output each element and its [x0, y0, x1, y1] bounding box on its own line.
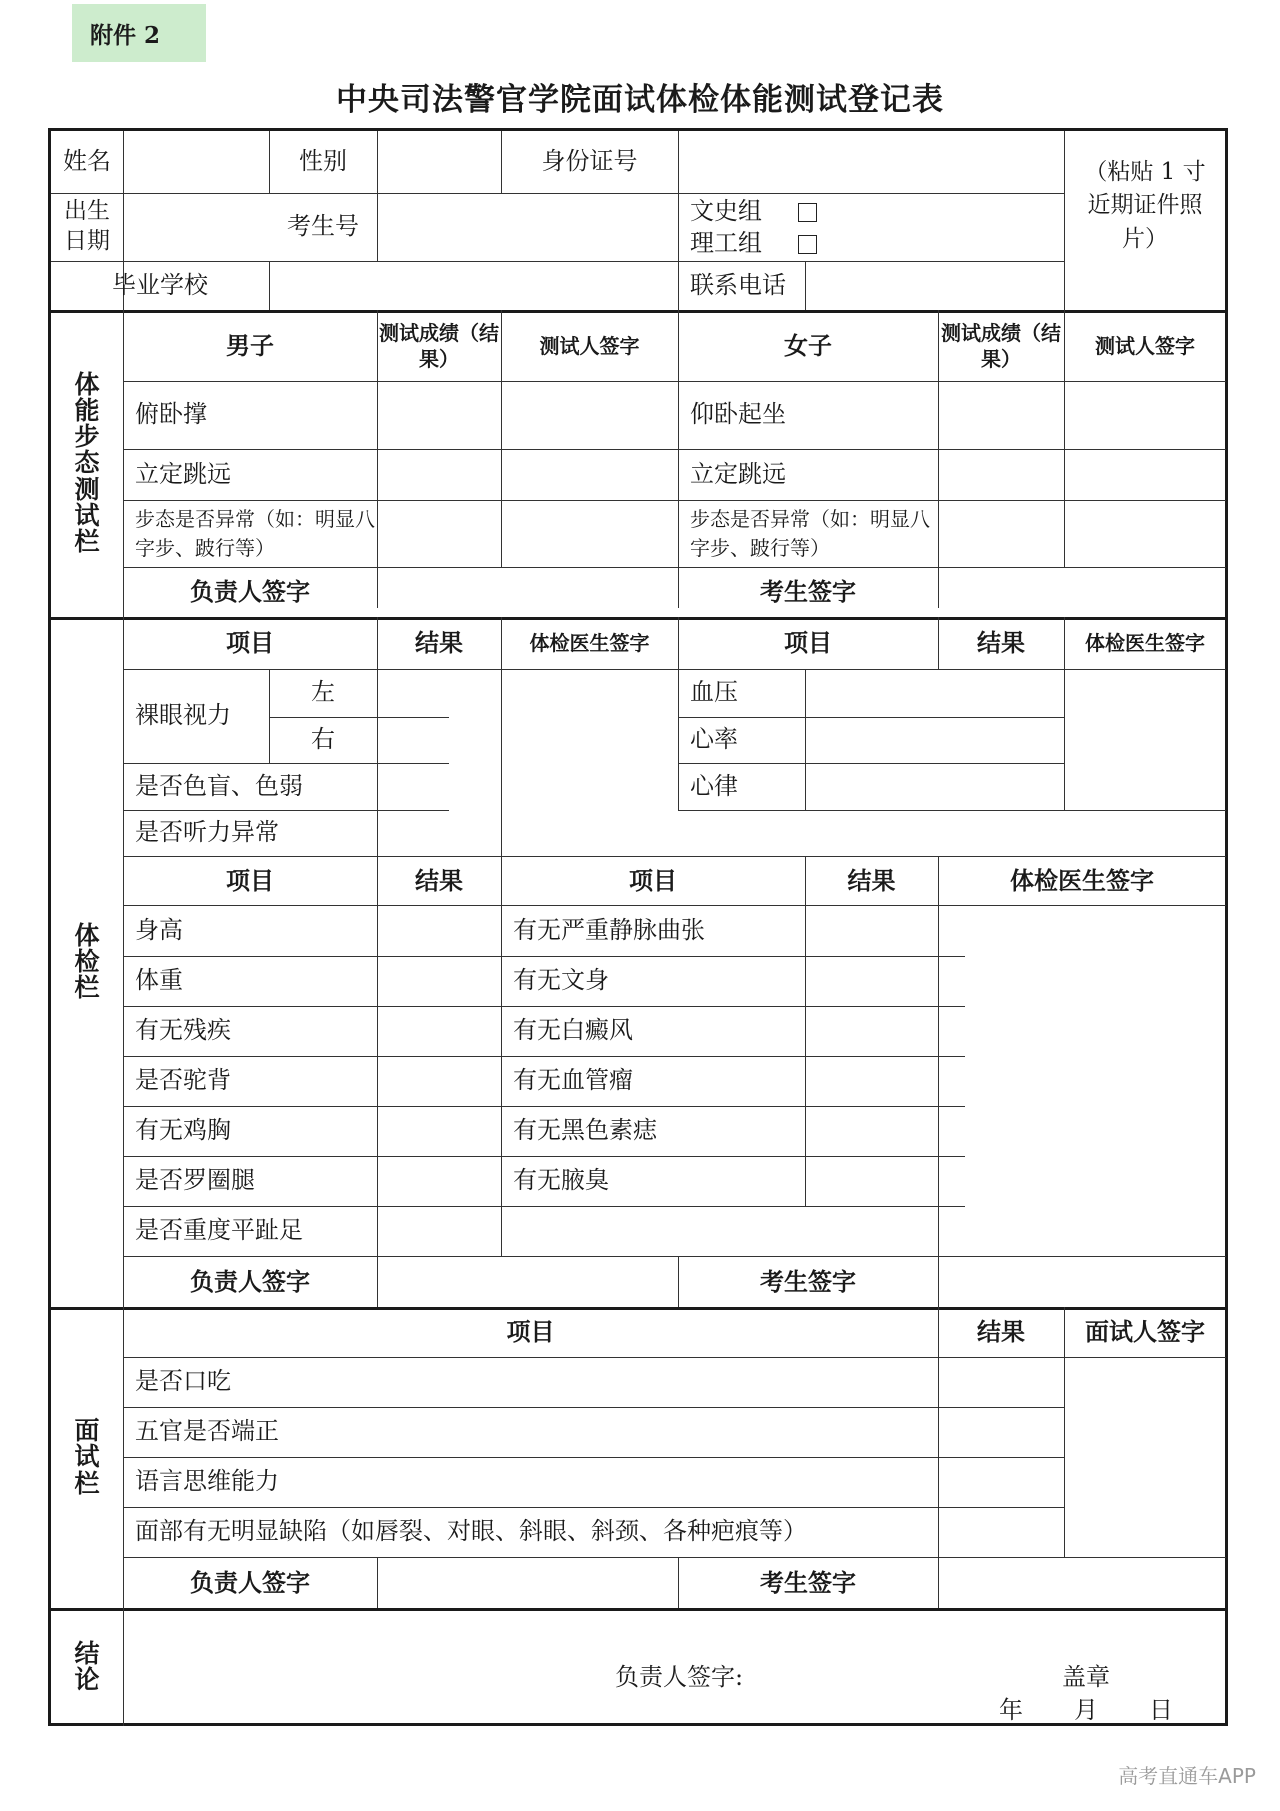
school-field[interactable]	[269, 261, 678, 310]
interview-responsible-sign-label: 负责人签字	[190, 1567, 310, 1597]
medical-item-header-4: 项目	[629, 865, 677, 895]
flat-foot-label: 是否重度平趾足	[135, 1216, 303, 1245]
medical-item-header-3: 项目	[226, 865, 274, 895]
female-gait-label: 步态是否异常（如：明显八字步、跛行等）	[690, 506, 930, 560]
situp-label: 仰卧起坐	[690, 400, 786, 429]
pushup-label: 俯卧撑	[135, 400, 207, 429]
group-science-checkbox[interactable]	[798, 235, 817, 254]
medical-candidate-sign-label: 考生签字	[760, 1266, 856, 1296]
fitness-responsible-sign-label: 负责人签字	[190, 577, 310, 607]
medical-doctor-sign-header-3: 体检医生签字	[1010, 865, 1154, 895]
blood-pressure-label: 血压	[690, 678, 738, 707]
bow-legs-label: 是否罗圈腿	[135, 1166, 255, 1195]
name-field[interactable]	[123, 131, 269, 193]
exam-number-label: 考生号	[287, 212, 359, 241]
vitiligo-label: 有无白癜风	[513, 1016, 633, 1045]
birth-date-field[interactable]	[123, 193, 269, 261]
height-label: 身高	[135, 915, 183, 944]
form-title: 中央司法警官学院面试体检体能测试登记表	[336, 82, 944, 118]
attachment-badge: 附件 2	[72, 4, 206, 62]
exam-number-field[interactable]	[377, 193, 678, 261]
hearing-label: 是否听力异常	[135, 818, 279, 847]
medical-result-header-2: 结果	[977, 628, 1025, 658]
group-science-label: 理工组	[690, 229, 762, 258]
medical-doctor-sign-header-1: 体检医生签字	[529, 631, 650, 655]
vision-label: 裸眼视力	[135, 701, 231, 730]
melanocytic-nevus-label: 有无黑色素痣	[513, 1116, 657, 1145]
female-tester-sign-header: 测试人签字	[1095, 333, 1195, 358]
tattoo-label: 有无文身	[513, 966, 609, 995]
conclusion-section-label: 结论	[74, 1638, 100, 1694]
medical-result-header-4: 结果	[847, 865, 896, 895]
registration-form	[48, 128, 1228, 1726]
interview-item-header: 项目	[506, 1317, 555, 1347]
male-header: 男子	[226, 330, 274, 360]
fitness-candidate-sign-label: 考生签字	[760, 577, 856, 607]
facial-defects-label: 面部有无明显缺陷（如唇裂、对眼、斜眼、斜颈、各种疤痕等）	[135, 1517, 807, 1546]
fitness-responsible-sign-field[interactable]	[377, 567, 678, 617]
medical-responsible-sign-label: 负责人签字	[190, 1266, 310, 1296]
hunchback-label: 是否驼背	[135, 1066, 231, 1095]
medical-candidate-sign-field[interactable]	[938, 1256, 1226, 1307]
heart-rhythm-label: 心律	[690, 771, 738, 800]
vision-left-label: 左	[311, 678, 335, 707]
male-gait-label: 步态是否异常（如：明显八字步、跛行等）	[135, 506, 375, 560]
group-arts-option[interactable]	[678, 193, 1064, 227]
interviewer-sign-header: 面试人签字	[1085, 1317, 1205, 1347]
pigeon-chest-label: 有无鸡胸	[135, 1116, 231, 1145]
interview-responsible-sign-field[interactable]	[377, 1557, 678, 1608]
body-odor-label: 有无腋臭	[513, 1166, 609, 1195]
birth-date-label: 出生日期	[64, 198, 110, 254]
phone-label: 联系电话	[690, 270, 786, 299]
interview-section-label: 面试栏	[74, 1416, 100, 1498]
varicose-veins-label: 有无严重静脉曲张	[513, 915, 705, 944]
stamp-label: 盖章	[1062, 1663, 1110, 1692]
fitness-candidate-sign-field[interactable]	[938, 567, 1226, 617]
medical-responsible-sign-field[interactable]	[377, 1256, 678, 1307]
group-science-option[interactable]	[678, 227, 1064, 261]
day-label: 日	[1149, 1696, 1173, 1725]
id-number-label: 身份证号	[541, 147, 638, 176]
male-long-jump-label: 立定跳远	[135, 459, 231, 488]
name-label: 姓名	[63, 147, 111, 176]
interview-result-header: 结果	[977, 1317, 1025, 1347]
heart-rate-label: 心率	[690, 725, 738, 754]
weight-label: 体重	[135, 966, 183, 995]
male-tester-sign-header: 测试人签字	[539, 333, 640, 358]
interview-candidate-sign-field[interactable]	[938, 1557, 1226, 1608]
female-score-header: 测试成绩（结果）	[941, 320, 1061, 371]
phone-field[interactable]	[805, 261, 1064, 310]
male-score-header: 测试成绩（结果）	[379, 320, 499, 371]
year-label: 年	[999, 1696, 1023, 1725]
female-long-jump-label: 立定跳远	[690, 459, 786, 488]
stutter-label: 是否口吃	[135, 1367, 231, 1396]
color-blind-label: 是否色盲、色弱	[135, 771, 303, 800]
facial-features-label: 五官是否端正	[135, 1417, 279, 1446]
watermark-footer: 高考直通车APP	[1118, 1764, 1256, 1788]
female-header: 女子	[784, 330, 832, 360]
conclusion-responsible-sign-label: 负责人签字:	[615, 1663, 744, 1692]
language-thinking-label: 语言思维能力	[135, 1467, 279, 1496]
medical-result-header-1: 结果	[415, 628, 463, 658]
medical-section-label: 体检栏	[74, 920, 100, 1003]
hemangioma-label: 有无血管瘤	[513, 1066, 633, 1095]
disability-label: 有无残疾	[135, 1016, 231, 1045]
group-arts-checkbox[interactable]	[798, 203, 817, 222]
id-number-field[interactable]	[678, 131, 1064, 193]
vision-right-label: 右	[311, 725, 335, 754]
photo-placeholder[interactable]: （粘贴 1 寸近期证件照片）	[1084, 158, 1206, 252]
medical-doctor-sign-header-2: 体检医生签字	[1085, 631, 1205, 655]
medical-item-header-1: 项目	[226, 628, 274, 658]
interview-candidate-sign-label: 考生签字	[760, 1567, 856, 1597]
school-label: 毕业学校	[112, 270, 208, 299]
fitness-section-label: 体能步态测试栏	[74, 369, 100, 557]
group-arts-label: 文史组	[690, 197, 762, 226]
medical-result-header-3: 结果	[415, 865, 463, 895]
gender-field[interactable]	[377, 131, 501, 193]
medical-item-header-2: 项目	[784, 628, 832, 658]
gender-label: 性别	[299, 147, 347, 176]
month-label: 月	[1074, 1696, 1098, 1725]
